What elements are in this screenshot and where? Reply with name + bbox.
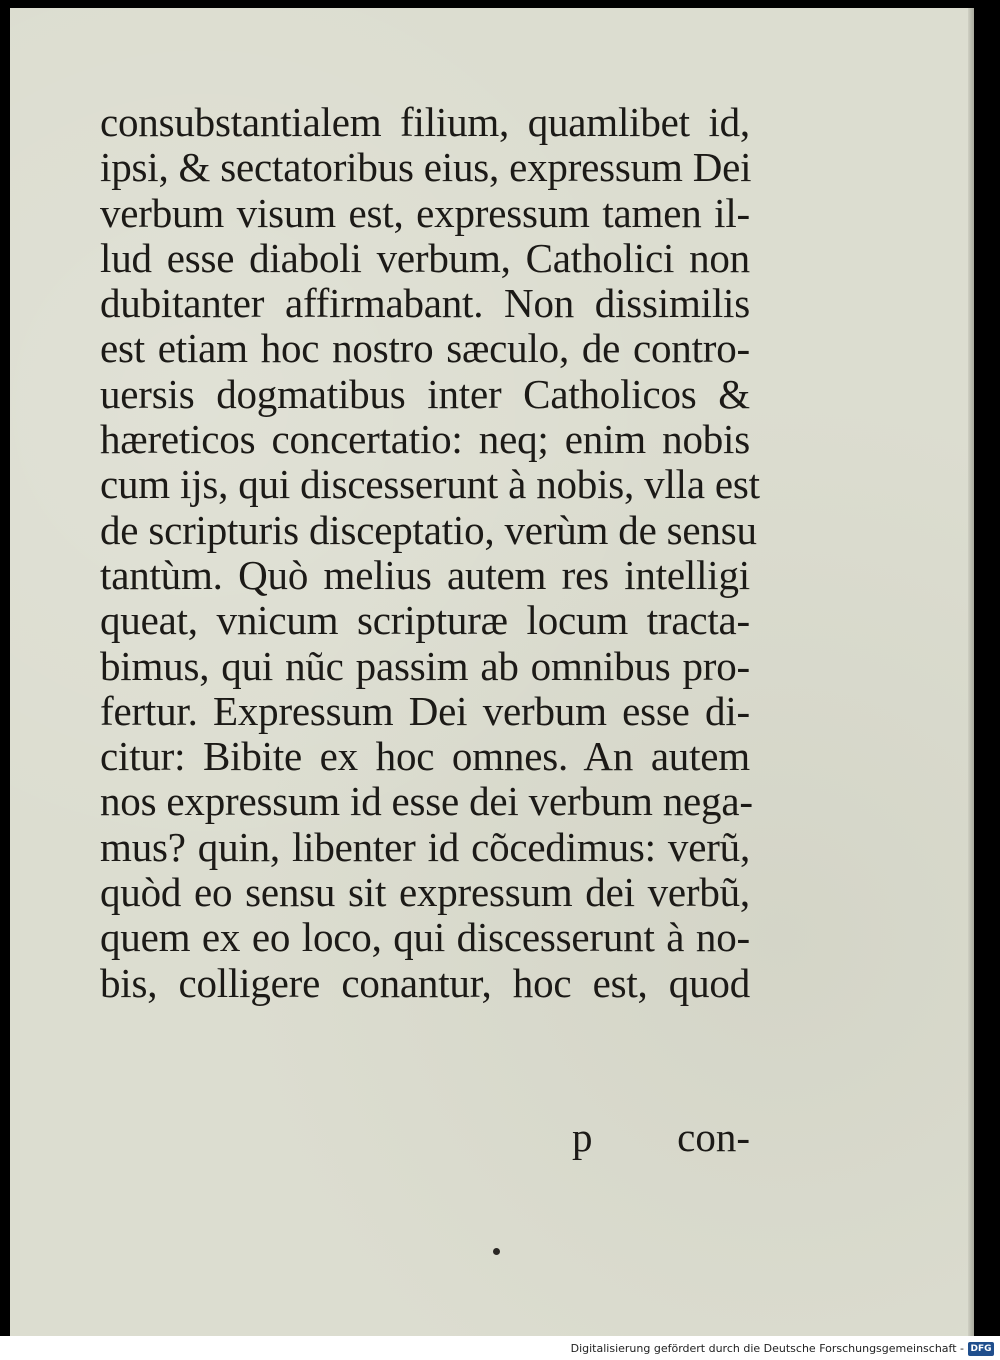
page-footer xyxy=(100,1113,750,1163)
text-line: ipsi, & sectatoribus eius, expressum Dei xyxy=(100,144,752,191)
text-line: tantùm. Quò melius autem res intelligi xyxy=(100,551,750,598)
text-line: hæreticos concertatio: neq; enim nobis xyxy=(100,416,750,463)
text-line: uersis dogmatibus inter Catholicos & xyxy=(100,370,750,417)
book-page xyxy=(10,8,974,1336)
page-text xyxy=(100,100,780,1006)
digitization-credit-bar xyxy=(0,1336,1000,1360)
text-line: est etiam hoc nostro sæculo, de contro- xyxy=(100,325,750,372)
text-line: quem ex eo loco, qui discesserunt à no- xyxy=(100,914,750,961)
text-line: lud esse diaboli verbum, Catholici non xyxy=(100,234,750,281)
text-line: dubitanter affirmabant. Non dissimilis xyxy=(100,280,750,327)
text-line: de scripturis disceptatio, verùm de sensu xyxy=(100,506,757,553)
page-edge xyxy=(968,8,974,1336)
text-line: bis, colligere conantur, hoc est, quod xyxy=(100,959,750,1006)
text-line: consubstantialem filium, quamlibet id, xyxy=(100,99,750,145)
text-line: bimus, qui nũc passim ab omnibus pro- xyxy=(100,642,750,689)
text-line: fertur. Expressum Dei verbum esse di- xyxy=(100,687,750,734)
text-line: nos expressum id esse dei verbum nega- xyxy=(100,778,753,825)
text-line: cum ijs, qui discesserunt à nobis, vlla est xyxy=(100,461,760,508)
credit-text: Digitalisierung gefördert durch die Deutsche Forschungsgemeinschaft - xyxy=(570,1342,964,1355)
dfg-logo-icon: DFG xyxy=(968,1342,994,1356)
ink-dot xyxy=(493,1248,500,1255)
text-line: citur: Bibite ex hoc omnes. An autem xyxy=(100,733,750,780)
text-line: quòd eo sensu sit expressum dei verbũ, xyxy=(100,869,750,916)
text-line: queat, vnicum scripturæ locum tracta- xyxy=(100,597,750,644)
text-line: mus? quin, libenter id cõcedimus: verũ, xyxy=(100,823,750,870)
signature-mark: p xyxy=(572,1114,593,1160)
catchword: con- xyxy=(677,1114,750,1160)
text-line: verbum visum est, expressum tamen il- xyxy=(100,189,750,236)
